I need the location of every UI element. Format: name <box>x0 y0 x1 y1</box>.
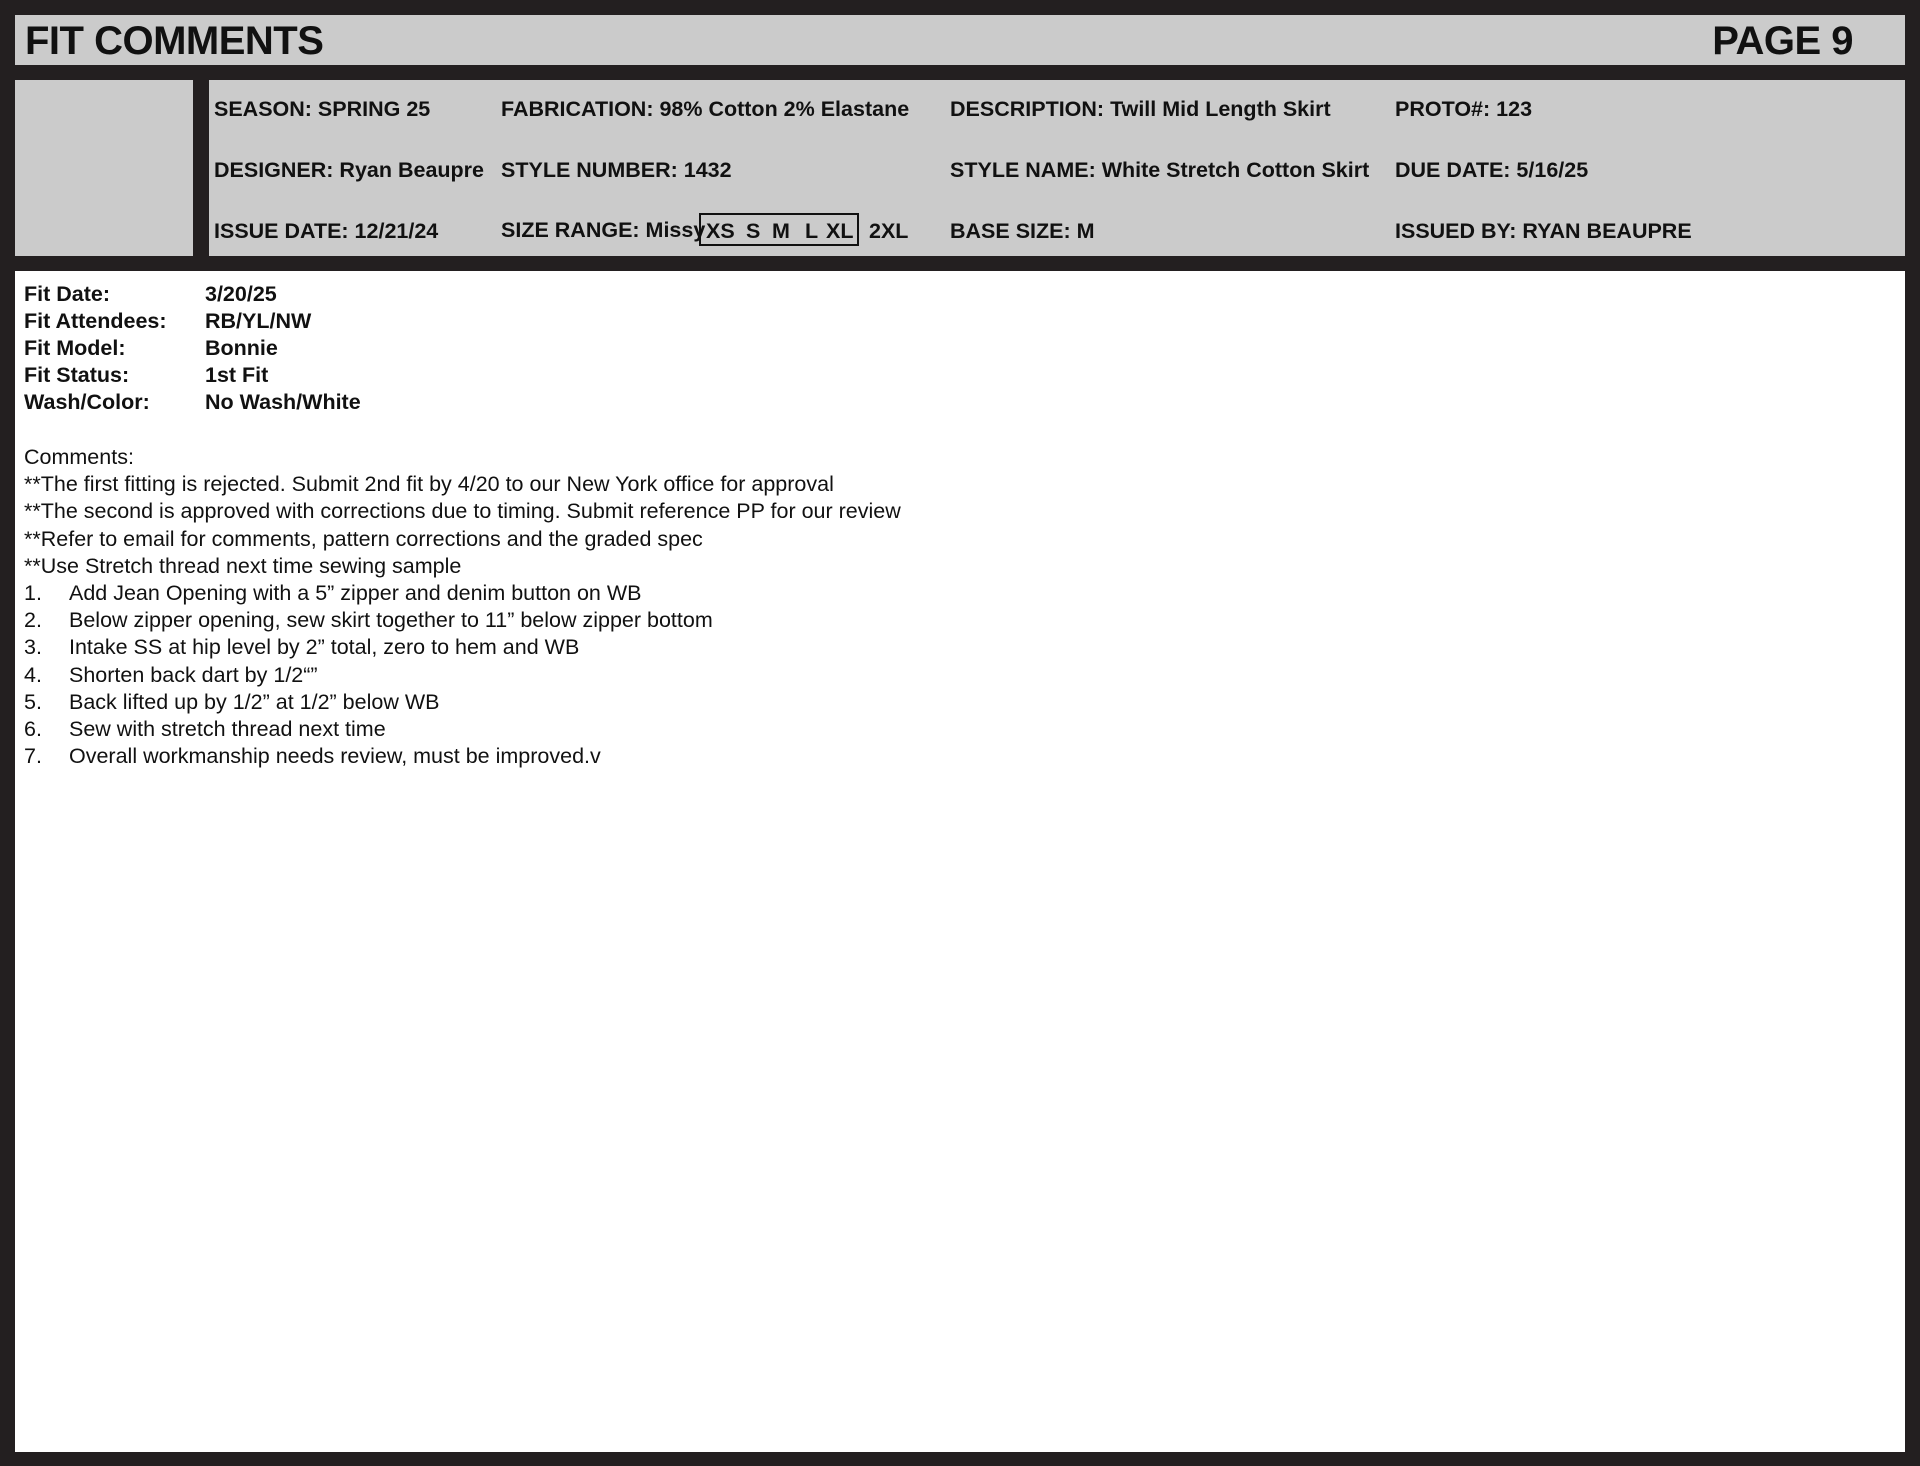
comment-item-number: 5. <box>24 689 42 714</box>
wash-color-row <box>24 389 361 416</box>
size-xl: XL <box>826 219 854 243</box>
title-bar <box>15 15 1905 65</box>
comment-item-number: 3. <box>24 635 42 660</box>
size-range-label: SIZE RANGE: Missy <box>501 218 706 242</box>
fit-date-row <box>24 281 277 308</box>
size-xs: XS <box>706 219 735 243</box>
issued-by-field: ISSUED BY: RYAN BEAUPRE <box>1395 219 1692 243</box>
fit-date-label: Fit Date: <box>24 282 110 306</box>
comment-item-number: 1. <box>24 580 42 605</box>
comment-item-text: Intake SS at hip level by 2” total, zero to hem and WB <box>69 635 580 660</box>
comment-item-text: Below zipper opening, sew skirt together to 11” below zipper bottom <box>69 608 713 633</box>
due-date-field: DUE DATE: 5/16/25 <box>1395 158 1589 182</box>
comment-item-number: 7. <box>24 744 42 769</box>
comments-panel <box>15 271 1905 1452</box>
fit-status-label: Fit Status: <box>24 363 130 387</box>
fit-attendees-row <box>24 308 312 335</box>
comment-note: **The first fitting is rejected. Submit 2nd fit by 4/20 to our New York office for approval <box>24 472 834 497</box>
comment-item-text: Back lifted up by 1/2” at 1/2” below WB <box>69 689 440 714</box>
comment-item-text: Sew with stretch thread next time <box>69 716 386 741</box>
comment-item <box>24 743 901 770</box>
proto-field: PROTO#: 123 <box>1395 97 1533 121</box>
wash-color-value: No Wash/White <box>205 390 361 414</box>
style-name-field: STYLE NAME: White Stretch Cotton Skirt <box>950 158 1370 182</box>
page-title: FIT COMMENTS <box>25 19 324 63</box>
comments-heading: Comments: <box>24 445 134 469</box>
comment-item-text: Shorten back dart by 1/2“” <box>69 662 318 687</box>
comment-note: **Use Stretch thread next time sewing sample <box>24 553 462 578</box>
comment-item-number: 2. <box>24 608 42 633</box>
comment-note: **The second is approved with corrections due to timing. Submit reference PP for our review <box>24 499 901 524</box>
comment-item <box>24 689 901 716</box>
size-2xl: 2XL <box>869 219 909 243</box>
base-size-field: BASE SIZE: M <box>950 219 1095 243</box>
page-number: PAGE 9 <box>1712 19 1853 63</box>
comment-item-number: 6. <box>24 716 42 741</box>
fit-model-value: Bonnie <box>205 336 278 360</box>
size-range-box <box>699 213 859 246</box>
fit-attendees-label: Fit Attendees: <box>24 309 167 333</box>
comment-item <box>24 716 901 743</box>
fit-status-value: 1st Fit <box>205 363 269 387</box>
fit-model-label: Fit Model: <box>24 336 126 360</box>
comment-note: **Refer to email for comments, pattern corrections and the graded spec <box>24 526 703 551</box>
size-l: L <box>805 219 819 243</box>
comment-item <box>24 662 901 689</box>
wash-color-label: Wash/Color: <box>24 390 150 414</box>
fit-status-row <box>24 362 269 389</box>
style-number-field: STYLE NUMBER: 1432 <box>501 158 732 182</box>
season-field: SEASON: SPRING 25 <box>214 97 431 121</box>
spec-info-panel <box>209 80 1905 256</box>
comment-item-number: 4. <box>24 662 42 687</box>
fit-date-value: 3/20/25 <box>205 282 277 306</box>
size-s: S <box>746 219 761 243</box>
fit-model-row <box>24 335 278 362</box>
comment-item-text: Overall workmanship needs review, must be improved.v <box>69 744 601 769</box>
size-m: M <box>772 219 790 243</box>
designer-field: DESIGNER: Ryan Beaupre <box>214 158 485 182</box>
logo-placeholder <box>15 80 193 256</box>
comments-block <box>24 444 901 770</box>
fit-attendees-value: RB/YL/NW <box>205 309 312 333</box>
fabrication-field: FABRICATION: 98% Cotton 2% Elastane <box>501 97 910 121</box>
comment-item <box>24 580 901 607</box>
description-field: DESCRIPTION: Twill Mid Length Skirt <box>950 97 1331 121</box>
comment-item <box>24 607 901 634</box>
comment-item-text: Add Jean Opening with a 5” zipper and denim button on WB <box>69 580 642 605</box>
comment-item <box>24 634 901 661</box>
issue-date-field: ISSUE DATE: 12/21/24 <box>214 219 439 243</box>
